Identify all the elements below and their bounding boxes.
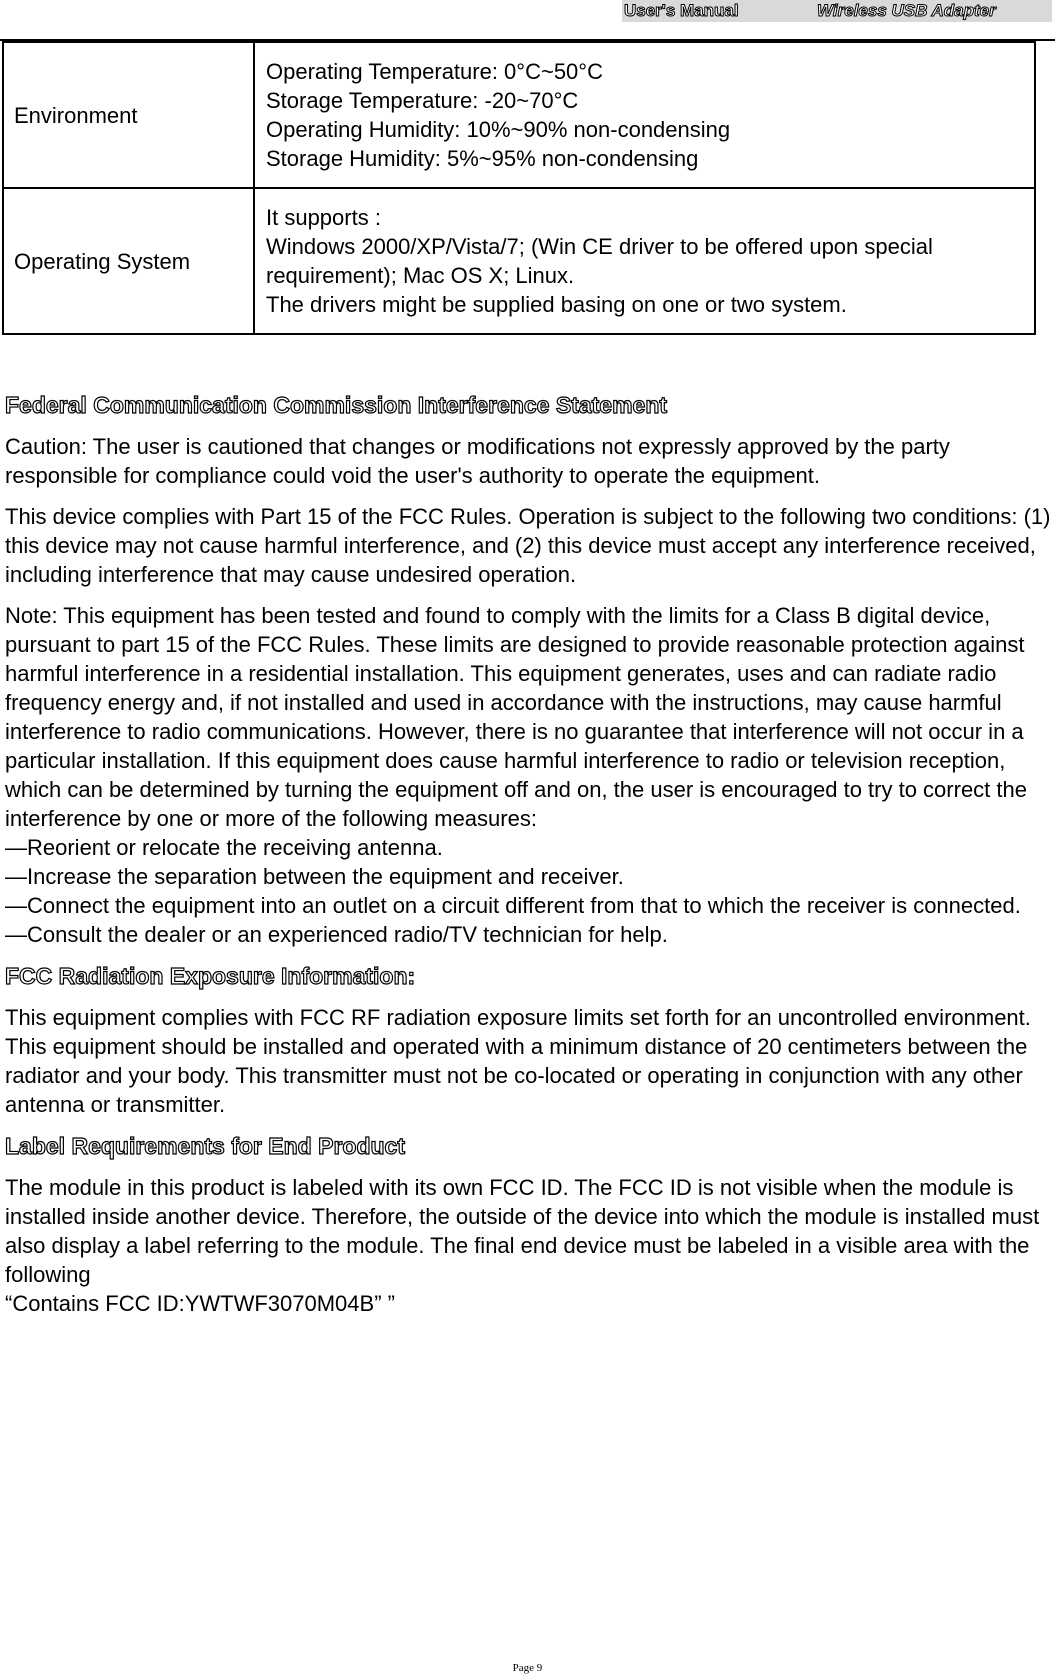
- spec-label-environment: Environment: [3, 42, 254, 188]
- spec-line: It supports :: [266, 205, 381, 230]
- spec-line: Operating Temperature: 0°C~50°C: [266, 59, 603, 84]
- header-manual-title: User's Manual: [624, 1, 739, 20]
- spec-label-os: Operating System: [3, 188, 254, 334]
- measure-item: —Increase the separation between the equipment and receiver.: [5, 864, 624, 889]
- document-body: [5, 390, 1053, 1318]
- fcc-id-statement: “Contains FCC ID:YWTWF3070M04B” ”: [5, 1291, 395, 1316]
- radiation-text: This equipment complies with FCC RF radiation exposure limits set forth for an uncontrolled environment. This equipment should be installed and operated with a minimum distance of 20 centimeters between the radiator and your body. This transmitter must not be co-located or operating in conjunction with any other antenna or transmitter.: [5, 1005, 1031, 1117]
- running-header: [622, 0, 1052, 22]
- measure-item: —Connect the equipment into an outlet on a circuit different from that to which the receiver is connected.: [5, 893, 1021, 918]
- spec-line: The drivers might be supplied basing on one or two system.: [266, 292, 847, 317]
- table-row: [3, 42, 1035, 188]
- table-row: [3, 188, 1035, 334]
- spec-line: Storage Temperature: -20~70°C: [266, 88, 579, 113]
- fcc-note: Note: This equipment has been tested and found to comply with the limits for a Class B digital device, pursuant to part 15 of the FCC Rules. These limits are designed to provide reasonable protection against harmful interference in a residential installation. This equipment generates, uses and can radiate radio frequency energy and, if not installed and used in accordance with the instructions, may cause harmful interference to radio communications. However, there is no guarantee that interference will not occur in a particular installation. If this equipment does cause harmful interference to radio or television reception, which can be determined by turning the equipment off and on, the user is encouraged to try to correct the interference by one or more of the following measures:: [5, 603, 1027, 831]
- radiation-heading: FCC Radiation Exposure Information:: [5, 963, 416, 989]
- spec-value-environment: [254, 42, 1035, 188]
- label-text: The module in this product is labeled with its own FCC ID. The FCC ID is not visible when the module is installed inside another device. Therefore, the outside of the device into which the module is installed must also display a label referring to the module. The final end device must be labeled in a visible area with the following: [5, 1175, 1040, 1287]
- spec-line: Windows 2000/XP/Vista/7; (Win CE driver to be offered upon special requirement); Mac OS X; Linux.: [266, 234, 933, 288]
- header-product-title: Wireless USB Adapter: [817, 1, 996, 20]
- spec-value-os: [254, 188, 1035, 334]
- fcc-caution: Caution: The user is cautioned that changes or modifications not expressly approved by the party responsible for compliance could void the user's authority to operate the equipment.: [5, 434, 950, 488]
- spec-table: [2, 41, 1036, 335]
- fcc-heading: Federal Communication Commission Interference Statement: [5, 392, 668, 418]
- spec-line: Operating Humidity: 10%~90% non-condensing: [266, 117, 731, 142]
- page-number: Page 9: [512, 1662, 543, 1674]
- fcc-compliance: This device complies with Part 15 of the FCC Rules. Operation is subject to the following two conditions: (1) this device may not cause harmful interference, and (2) this device must accept any interference received, including interference that may cause undesired operation.: [5, 504, 1051, 587]
- measure-item: —Reorient or relocate the receiving antenna.: [5, 835, 443, 860]
- label-heading: Label Requirements for End Product: [5, 1133, 405, 1159]
- spec-line: Storage Humidity: 5%~95% non-condensing: [266, 146, 699, 171]
- measure-item: —Consult the dealer or an experienced radio/TV technician for help.: [5, 922, 668, 947]
